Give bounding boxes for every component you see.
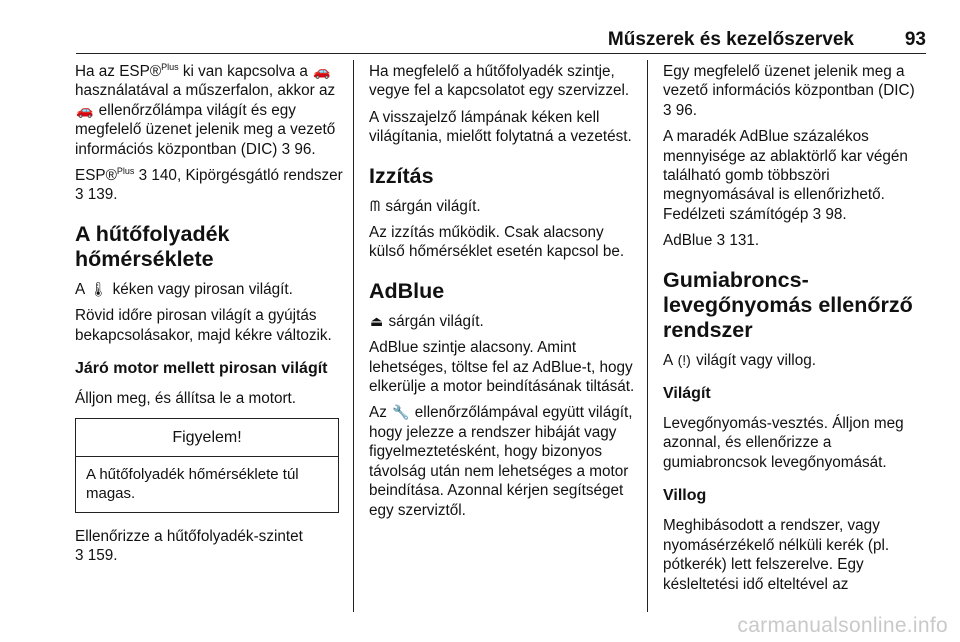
paragraph: Egy megfelelő üzenet jelenik meg a vezető információs központban (DIC) 3 96. — [663, 63, 915, 119]
subsection-heading: Villog — [663, 487, 707, 505]
section-heading: A hűtőfolyadék hőmérséklete — [75, 221, 230, 271]
section-heading: Gumiabroncs-levegőnyomás ellenőrző rendszer — [663, 267, 913, 342]
reference-arrow-icon: 3 — [663, 101, 672, 119]
column-3 — [663, 62, 929, 601]
paragraph: AdBlue szintje alacsony. Amint lehetséges, töltse fel az AdBlue-t, hogy elkerülje a motor beindításának tiltását. — [369, 339, 635, 396]
page-reference-link[interactable]: 96. — [675, 101, 698, 119]
skidding-car-icon: 🚗 — [313, 63, 331, 79]
subsection-heading: Járó motor mellett pirosan világít — [75, 360, 328, 378]
skidding-car-icon: 🚗 — [76, 101, 94, 118]
page-reference-link[interactable]: 98. — [825, 205, 847, 223]
paragraph: AdBlue 3 131. — [663, 232, 760, 250]
page-number: 93 — [904, 29, 926, 50]
paragraph: Rövid időre pirosan világít a gyújtás bekapcsolásakor, majd kékre változik. — [75, 307, 332, 344]
warning-title: Figyelem! — [76, 419, 338, 456]
reference-arrow-icon: 3 — [281, 140, 291, 158]
reference-arrow-icon: 3 — [138, 167, 148, 185]
header-rule — [76, 53, 926, 54]
paragraph: A (!) világít vagy villog. — [663, 351, 816, 369]
column-divider-2 — [647, 60, 648, 612]
reference-arrow-icon: 3 — [812, 205, 822, 223]
paragraph: A 🌡 kéken vagy pirosan világít. — [75, 280, 293, 298]
paragraph: ⏏ sárgán világít. — [370, 312, 484, 330]
page-reference-link[interactable]: 131. — [729, 232, 760, 250]
paragraph: ᗰ sárgán világít. — [370, 197, 481, 215]
wrench-icon: 🔧 — [392, 404, 410, 421]
watermark: carmanualsonline.info — [737, 614, 948, 637]
warning-box — [75, 418, 339, 512]
paragraph: A visszajelző lámpának kéken kell világítania, mielőtt folytatná a vezetést. — [369, 108, 632, 146]
paragraph: Meghibásodott a rendszer, vagy nyomásérzékelő nélküli kerék (pl. pótkerék) lett felszerelve. Egy késleltetési idő elteltével az — [663, 517, 890, 593]
reference-arrow-icon: 3 — [75, 186, 84, 204]
column-1 — [75, 62, 343, 573]
coolant-temperature-icon: 🌡 — [89, 280, 108, 297]
section-heading: Izzítás — [369, 163, 434, 188]
glow-plug-icon: ᗰ — [370, 197, 381, 214]
warning-body: A hűtőfolyadék hőmérséklete túl magas. — [86, 465, 299, 502]
paragraph: Álljon meg, és állítsa le a motort. — [75, 390, 297, 408]
section-heading: AdBlue — [369, 278, 445, 303]
paragraph: Ha az ESP®$^{Plus}$ ki van kapcsolva a 🚗 használatával a műszerfalon, akkor az 🚗 ellenőrzőlámpa világít és egy megfelelő üzenet jelenik meg a vezető információs központban (DIC) 3 96. — [75, 62, 336, 158]
tire-pressure-icon: (!) — [677, 351, 691, 368]
reference-arrow-icon: 3 — [75, 547, 84, 565]
paragraph: Az izzítás működik. Csak alacsony külső hőmérséklet esetén kapcsol be. — [369, 224, 625, 261]
adblue-icon: ⏏ — [370, 312, 384, 329]
page-reference-link[interactable]: 96. — [294, 140, 316, 158]
paragraph: Ellenőrizze a hűtőfolyadék-szintet 3 159. — [75, 527, 303, 565]
page-header — [76, 29, 926, 51]
paragraph: ESP®$^{Plus}$ 3 140, Kipörgésgátló rendszer 3 139. — [75, 166, 343, 204]
paragraph: Ha megfelelő a hűtőfolyadék szintje, vegye fel a kapcsolatot egy szervizzel. — [369, 63, 630, 100]
paragraph: A maradék AdBlue százalékos mennyisége az ablaktörlő kar végén található gomb többszöri megnyomásával is ellenőrizhető. Fedélzeti számítógép 3 98. — [663, 128, 908, 223]
page-reference-link[interactable]: 159. — [87, 547, 118, 565]
page-reference-link[interactable]: 139. — [87, 186, 118, 204]
reference-arrow-icon: 3 — [716, 232, 726, 250]
column-divider-1 — [353, 60, 354, 612]
column-2 — [369, 62, 635, 527]
paragraph: Az 🔧 ellenőrzőlámpával együtt világít, hogy jelezze a rendszer hibáját vagy figyelmeztetésként, hogy bizonyos távolság után nem lehetséges a motor beindítása. Azonnal kérjen segítséget egy szerviztől. — [369, 404, 633, 519]
subsection-heading: Világít — [663, 385, 711, 403]
page-reference-link[interactable]: 140, Kipörgésgátló rendszer — [151, 167, 343, 185]
paragraph: Levegőnyomás-vesztés. Álljon meg azonnal, és ellenőrizze a gumiabroncsok levegőnyomását. — [663, 415, 904, 471]
page-title: Műszerek és kezelőszervek — [607, 29, 854, 50]
